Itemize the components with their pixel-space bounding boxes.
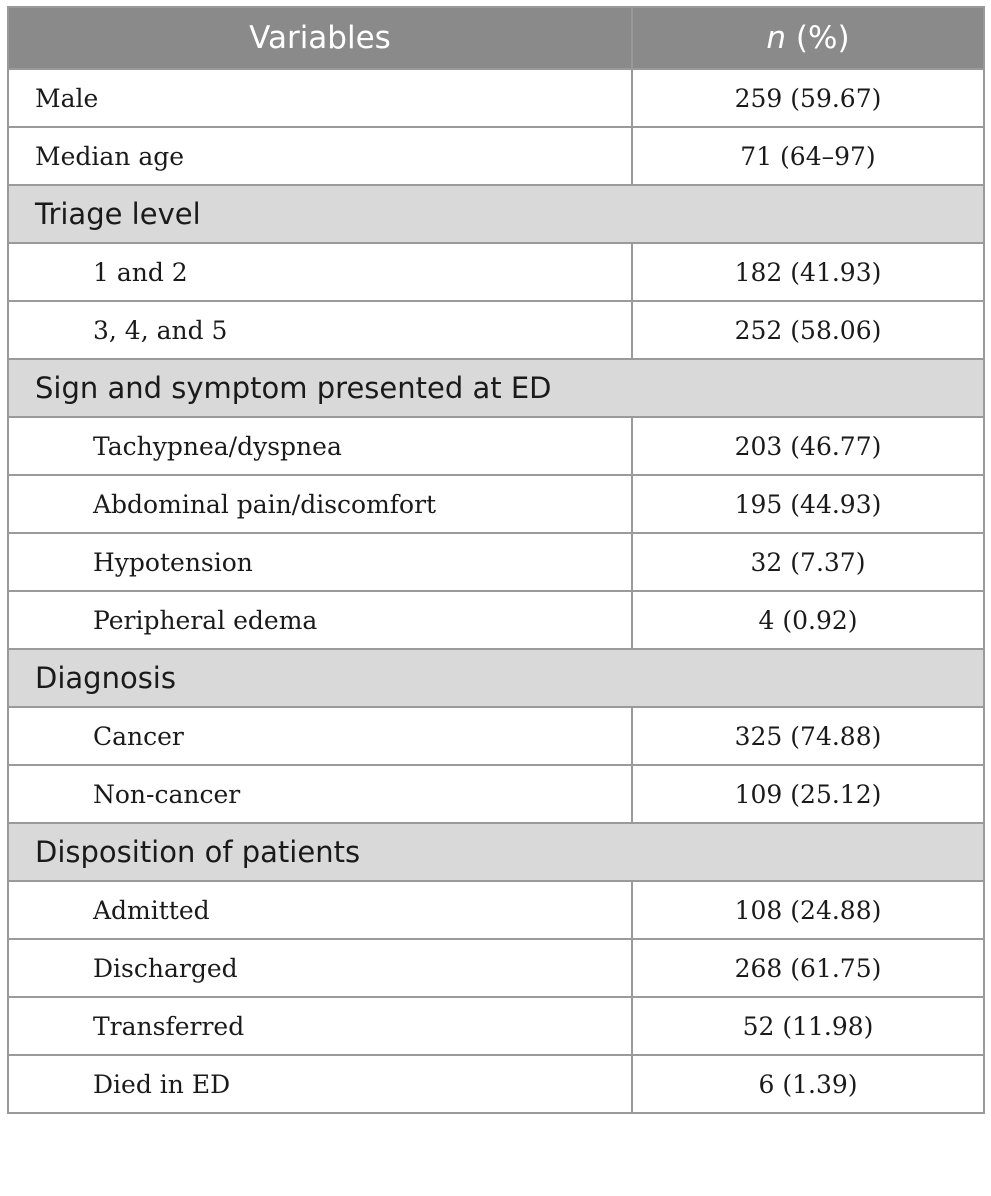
table-row [8,881,984,939]
row-label: Tachypnea/dyspnea [8,417,632,475]
row-label: Peripheral edema [8,591,632,649]
row-label: Died in ED [8,1055,632,1113]
table-row [8,417,984,475]
section-title: Sign and symptom presented at ED [8,359,984,417]
row-value: 252 (58.06) [632,301,984,359]
row-value: 182 (41.93) [632,243,984,301]
row-value: 32 (7.37) [632,533,984,591]
table-row [8,243,984,301]
row-value: 109 (25.12) [632,765,984,823]
row-label: Non-cancer [8,765,632,823]
row-label: 1 and 2 [8,243,632,301]
row-label: Hypotension [8,533,632,591]
table-row [8,301,984,359]
row-label: Transferred [8,997,632,1055]
row-label: 3, 4, and 5 [8,301,632,359]
row-value: 195 (44.93) [632,475,984,533]
row-label: Cancer [8,707,632,765]
table-row [8,69,984,127]
section-title: Triage level [8,185,984,243]
row-value: 108 (24.88) [632,881,984,939]
row-label: Admitted [8,881,632,939]
section-header [8,185,984,243]
row-value: 71 (64–97) [632,127,984,185]
row-value: 6 (1.39) [632,1055,984,1113]
section-header [8,649,984,707]
header-n: n [766,20,787,56]
data-table [7,6,985,1114]
table-row [8,1055,984,1113]
row-value: 52 (11.98) [632,997,984,1055]
table-row [8,707,984,765]
header-pct: (%) [786,20,850,56]
table-row [8,475,984,533]
table-row [8,533,984,591]
row-label: Median age [8,127,632,185]
row-label: Discharged [8,939,632,997]
table-row [8,591,984,649]
row-value: 268 (61.75) [632,939,984,997]
section-header [8,359,984,417]
table-row [8,127,984,185]
section-title: Diagnosis [8,649,984,707]
table-row [8,997,984,1055]
row-label: Abdominal pain/discomfort [8,475,632,533]
header-n-percent [632,7,984,69]
header-variables: Variables [8,7,632,69]
row-label: Male [8,69,632,127]
section-title: Disposition of patients [8,823,984,881]
row-value: 203 (46.77) [632,417,984,475]
table-row [8,765,984,823]
row-value: 325 (74.88) [632,707,984,765]
header-row [8,7,984,69]
table-row [8,939,984,997]
section-header [8,823,984,881]
row-value: 259 (59.67) [632,69,984,127]
row-value: 4 (0.92) [632,591,984,649]
